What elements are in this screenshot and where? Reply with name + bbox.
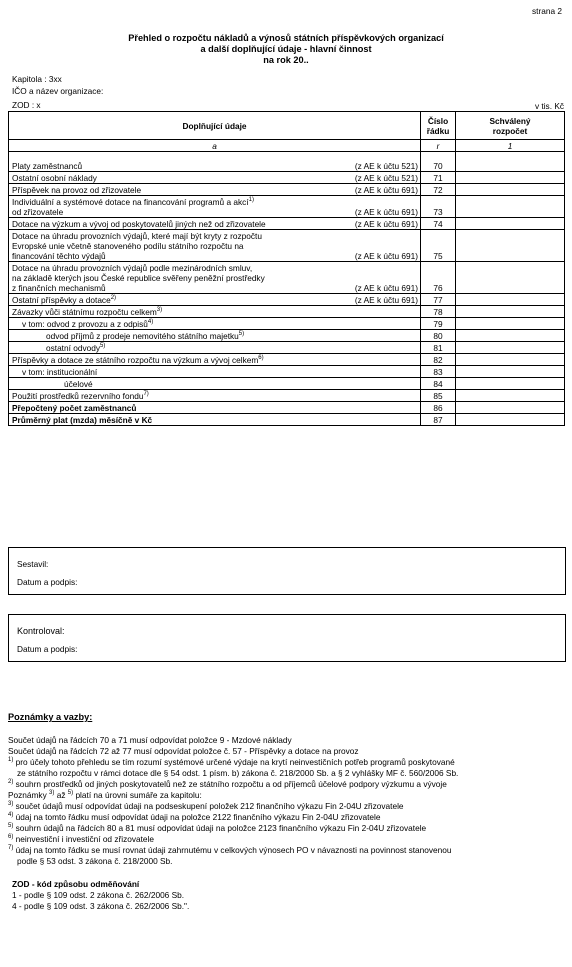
header-cislo-radku: Číslo řádku [421,112,456,140]
row-budget-value[interactable] [456,306,565,318]
table-row [9,390,565,402]
row-budget-value[interactable] [456,402,565,414]
row-source-note: (z AE k účtu 691) [344,196,421,218]
kontroloval-label: Kontroloval: [17,626,65,636]
table-row [9,378,565,390]
title-line-1: Přehled o rozpočtu nákladů a výnosů státních příspěvkových organizací [128,33,444,43]
table-row [9,414,565,426]
row-label: ostatní odvody$^{5)}$ [9,342,344,354]
note-5: $^{5)}$ souhrn údajů na řádcích 80 a 81 musí odpovídat údaji na položce 2123 finančního výkazu Fin 2-04U zřizovatele [8,823,427,833]
row-source-note: (z AE k účtu 691) [344,262,421,294]
row-budget-value[interactable] [456,160,565,172]
row-label: Průměrný plat (mzda) měsíčně v Kč [9,414,344,426]
sestavil-datum-label: Datum a podpis: [17,577,78,587]
row-budget-value[interactable] [456,196,565,218]
row-source-note: (z AE k účtu 691) [344,218,421,230]
table-row [9,218,565,230]
note-1-cont: ze státního rozpočtu v rámci dotace dle § 54 odst. 1 písm. b) zákona č. 218/2000 Sb. a § 2 vyhlášky MF č. 560/2006 Sb. [17,768,459,778]
row-number: 82 [421,354,456,366]
zod-option-1: 1 - podle § 109 odst. 2 zákona č. 262/2006 Sb. [12,890,185,900]
row-number: 71 [421,172,456,184]
kontroloval-datum-label: Datum a podpis: [17,644,78,654]
supplementary-data-table [8,111,565,426]
ico-label: IČO a název organizace: [12,86,104,96]
title-line-3: na rok 20.. [263,55,309,65]
row-budget-value[interactable] [456,378,565,390]
note-1: $^{1)}$ pro účely tohoto přehledu se tím rozumí systémové určené výdaje na krytí neinvestičních potřeb programů poskytované [8,757,455,767]
sestavil-label: Sestavil: [17,559,49,569]
note-line-1: Součet údajů na řádcích 70 a 71 musí odpovídat položce 9 - Mzdové náklady [8,735,292,745]
header-schvaleny-rozpocet: Schválený rozpočet [456,112,565,140]
row-budget-value[interactable] [456,294,565,306]
table-row [9,196,565,218]
row-number: 85 [421,390,456,402]
table-row [9,366,565,378]
row-label: Individuální a systémové dotace na financování programů a akcí$^{1)}$ od zřizovatele [9,196,344,218]
row-budget-value[interactable] [456,172,565,184]
row-label: v tom: odvod z provozu a z odpisů$^{4)}$ [9,318,344,330]
row-source-note [344,366,421,378]
row-label: Dotace na úhradu provozních výdajů podle mezinárodních smluv, na základě kterých jsou České republice svěřeny peněžní prostředky z finančních mechanismů [9,262,344,294]
row-number: 78 [421,306,456,318]
row-budget-value[interactable] [456,262,565,294]
row-source-note [344,378,421,390]
row-source-note [344,390,421,402]
row-label: účelové [9,378,344,390]
row-budget-value[interactable] [456,390,565,402]
row-budget-value[interactable] [456,330,565,342]
note-2: $^{2)}$ souhrn prostředků od jiných poskytovatelů než ze státního rozpočtu a od příjemců účelové podpory výzkumu a vývoje [8,779,447,789]
table-row [9,184,565,196]
table-row [9,306,565,318]
zod-option-4: 4 - podle § 109 odst. 3 zákona č. 262/2006 Sb.". [12,901,190,911]
table-row [9,402,565,414]
row-budget-value[interactable] [456,342,565,354]
note-6: $^{6)}$ neinvestiční i investiční od zřizovatele [8,834,155,844]
unit-label: v tis. Kč [534,101,564,111]
row-number: 72 [421,184,456,196]
row-source-note: (z AE k účtu 691) [344,184,421,196]
table-row [9,330,565,342]
row-number: 70 [421,160,456,172]
row-label: Ostatní osobní náklady [9,172,344,184]
table-row [9,230,565,262]
row-label: v tom: institucionální [9,366,344,378]
row-number: 83 [421,366,456,378]
subheader-r: r [421,140,456,152]
row-source-note [344,306,421,318]
row-label: Dotace na úhradu provozních výdajů, které mají být kryty z rozpočtu Evropské unie včetně stanoveného podílu státního rozpočtu na financování těchto výdajů [9,230,344,262]
row-label: Použití prostředků rezervního fondu$^{7)}$ [9,390,344,402]
row-source-note: (z AE k účtu 691) [344,230,421,262]
page-number: strana 2 [532,6,562,16]
row-label: Ostatní příspěvky a dotace$^{2)}$ [9,294,344,306]
title-line-2: a další doplňující údaje - hlavní činnost [200,44,372,54]
row-budget-value[interactable] [456,184,565,196]
row-budget-value[interactable] [456,414,565,426]
note-7: $^{7)}$ údaj na tomto řádku se musí rovnat údaji zahrnutému v celkových výnosech PO v návaznosti na povinnost stanovenou [8,845,452,855]
row-source-note: (z AE k účtu 521) [344,160,421,172]
table-row [9,262,565,294]
row-source-note [344,354,421,366]
row-budget-value[interactable] [456,366,565,378]
row-source-note [344,330,421,342]
row-source-note [344,402,421,414]
sestavil-box [8,547,566,595]
zod-heading: ZOD - kód způsobu odměňování [12,879,140,889]
note-4: $^{4)}$ údaj na tomto řádku musí odpovídat údaji na položce 2122 finančního výkazu Fin 2-04U zřizovatele [8,812,381,822]
row-number: 87 [421,414,456,426]
row-source-note [344,342,421,354]
row-label: Příspěvek na provoz od zřizovatele [9,184,344,196]
zod-label: ZOD : x [12,100,41,110]
header-doplnujici-udaje: Doplňující údaje [9,112,421,140]
row-budget-value[interactable] [456,354,565,366]
row-budget-value[interactable] [456,218,565,230]
row-label: Příspěvky a dotace ze státního rozpočtu na výzkum a vývoj celkem$^{6)}$ [9,354,344,366]
table-row [9,172,565,184]
table-row [9,294,565,306]
row-label: Dotace na výzkum a vývoj od poskytovatelů jiných než od zřizovatele [9,218,344,230]
row-source-note: (z AE k účtu 521) [344,172,421,184]
row-source-note [344,318,421,330]
row-number: 77 [421,294,456,306]
row-budget-value[interactable] [456,318,565,330]
page-title [0,33,572,66]
notes-section [8,712,564,912]
row-number: 76 [421,262,456,294]
row-label: Přepočtený počet zaměstnanců [9,402,344,414]
kapitola-label: Kapitola : 3xx [12,74,62,84]
row-number: 80 [421,330,456,342]
subheader-1: 1 [456,140,565,152]
row-label: Platy zaměstnanců [9,160,344,172]
row-label: Závazky vůči státnímu rozpočtu celkem$^{3)}$ [9,306,344,318]
row-number: 79 [421,318,456,330]
row-number: 81 [421,342,456,354]
row-source-note: (z AE k účtu 691) [344,294,421,306]
row-number: 73 [421,196,456,218]
row-label: odvod příjmů z prodeje nemovitého státního majetku$^{5)}$ [9,330,344,342]
row-number: 86 [421,402,456,414]
note-3: $^{3)}$ součet údajů musí odpovídat údaji na podseskupení položek 212 finančního výkazu Fin 2-04U zřizovatele [8,801,404,811]
table-row [9,342,565,354]
subheader-a: a [9,140,421,152]
table-row [9,318,565,330]
kontroloval-box [8,614,566,662]
table-row [9,354,565,366]
table-row [9,160,565,172]
note-line-2: Součet údajů na řádcích 72 až 77 musí odpovídat položce č. 57 - Příspěvky a dotace na provoz [8,746,359,756]
row-number: 84 [421,378,456,390]
row-number: 74 [421,218,456,230]
row-source-note [344,414,421,426]
row-budget-value[interactable] [456,230,565,262]
notes-heading: Poznámky a vazby: [8,712,93,722]
note-3-5-intro: Poznámky $^{3)}$ až $^{5)}$ platí na úrovni sumáře za kapitolu: [8,790,202,800]
note-7-cont: podle § 53 odst. 3 zákona č. 218/2000 Sb. [17,856,173,866]
row-number: 75 [421,230,456,262]
